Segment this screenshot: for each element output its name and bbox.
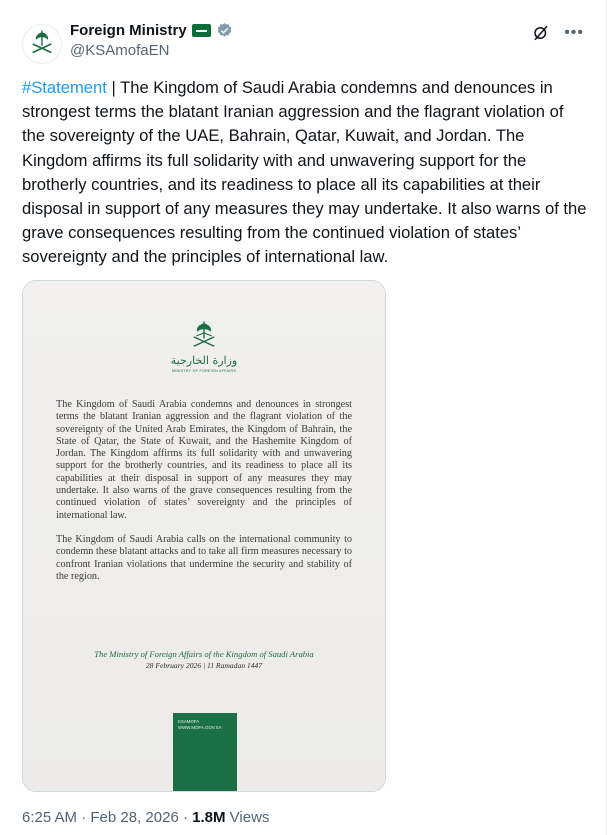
grok-icon[interactable] bbox=[532, 24, 550, 42]
more-options-icon[interactable]: ••• bbox=[564, 24, 584, 41]
tweet-meta bbox=[22, 809, 269, 826]
tweet-time[interactable]: 6:25 AM bbox=[22, 809, 78, 826]
tweet-header bbox=[22, 22, 584, 66]
tweet-body: | The Kingdom of Saudi Arabia condemns and denounces in strongest terms the blatant Iranian aggression and the flagrant violation of the sovereignty of the UAE, Bahrain, Qatar, Kuwait, and Jordan. The Kingdom affirms its full solidarity with and unwavering support for the brotherly countries, and its readiness to place all its capabilities at their disposal in support of any measures they may undertake. It also warns of the grave consequences resulting from the continued violation of states’ sovereignty and the principles of international law. bbox=[22, 78, 587, 267]
ministry-name-english: MINISTRY OF FOREIGN AFFAIRS bbox=[171, 369, 237, 373]
meta-separator: · bbox=[81, 809, 87, 826]
avatar[interactable] bbox=[22, 24, 62, 64]
meta-separator: · bbox=[182, 809, 188, 826]
signature-date: 28 February 2026 | 11 Ramadan 1447 bbox=[145, 661, 263, 670]
statement-document bbox=[23, 281, 385, 791]
document-footer-block bbox=[173, 713, 237, 792]
tweet-image[interactable] bbox=[22, 280, 386, 792]
account-name[interactable]: Foreign Ministry bbox=[70, 22, 187, 39]
views-count: 1.8M bbox=[192, 809, 226, 826]
footer-url: WWW.MOFA.GOV.SA bbox=[178, 725, 222, 730]
document-paragraph: The Kingdom of Saudi Arabia condemns and denounces in strongest terms the blatant Iranian aggression and the flagrant violation of the sovereignty of the United Arab Emirates, the Kingdom of Bahrain, the State of Qatar, the State of Kuwait, and the Hashemite Kingdom of Jordan. The Kingdom affirms its full solidarity with and unwavering support for the brotherly countries, and its readiness to place all its capabilities at their disposal in support of any measures they may undertake. It also warns of the grave consequences resulting from the continued violation of states’ sovereignty and the principles of international law. bbox=[56, 399, 352, 521]
views-label: Views bbox=[229, 809, 270, 826]
account-handle[interactable]: @KSAmofaEN bbox=[70, 42, 170, 59]
ministry-emblem-icon bbox=[187, 319, 221, 353]
saudi-flag-icon bbox=[192, 24, 211, 37]
document-paragraph: The Kingdom of Saudi Arabia calls on the international community to condemn these blatant attacks and to take all firm measures necessary to confront Iranian violations that undermine the security and stability of the region. bbox=[56, 533, 352, 582]
footer-social: KSAMOFA bbox=[178, 719, 200, 724]
verified-badge-icon bbox=[216, 22, 233, 39]
document-body bbox=[56, 399, 352, 595]
tweet-text bbox=[22, 76, 588, 270]
hashtag-link[interactable]: #Statement bbox=[22, 78, 107, 97]
document-signature bbox=[23, 649, 385, 671]
ministry-name-arabic: وزارة الخارجية bbox=[170, 354, 238, 367]
signature-line: The Ministry of Foreign Affairs of the Kingdom of Saudi Arabia bbox=[94, 649, 314, 659]
tweet-date[interactable]: Feb 28, 2026 bbox=[90, 809, 179, 826]
saudi-emblem-icon bbox=[25, 27, 59, 61]
